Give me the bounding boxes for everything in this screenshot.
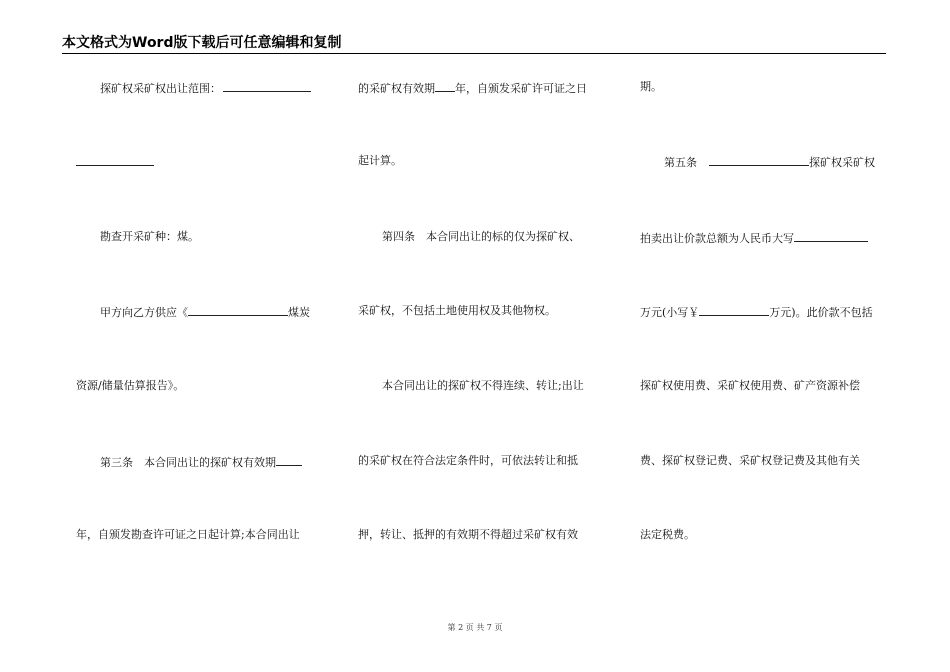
col1-line-6-text: 第三条 本合同出让的探矿权有效期 [100,456,276,469]
col2-line-3: 第四条 本合同出让的标的仅为探矿权、 [382,230,580,243]
col3-line-4 [640,304,873,320]
fill-blank [276,454,302,466]
col1-line-6 [100,454,302,470]
fill-blank [188,304,288,316]
col3-line-3 [640,230,868,246]
col1-line-3: 勘查开采矿种：煤。 [100,230,199,243]
header-divider [62,53,886,54]
col3-line-7: 法定税费。 [640,528,695,541]
page-number-footer: 第 2 页 共 7 页 [447,623,503,632]
col2-line-2: 起计算。 [358,154,402,167]
col3-line-4-text-a: 万元(小写￥ [640,306,700,319]
col3-line-2-text-a: 第五条 [664,156,697,169]
col2-line-4: 采矿权，不包括土地使用权及其他物权。 [358,304,556,317]
col2-line-5: 本合同出让的探矿权不得连续、转让;出让 [382,379,584,392]
col2-line-1 [358,80,587,96]
fill-blank [699,304,769,316]
fill-blank [709,154,809,166]
col3-line-6: 费、探矿权登记费、采矿权登记费及其他有关 [640,454,860,467]
col2-line-1-text-a: 的采矿权有效期 [358,82,435,95]
col3-line-4-text-b: 万元)。此价款不包括 [769,306,873,319]
col3-line-2-text-b: 探矿权采矿权 [809,156,875,169]
document-header-title: 本文格式为Word版下载后可任意编辑和复制 [62,35,342,51]
col2-line-1-text-b: 年，自颁发采矿许可证之日 [455,82,587,95]
col3-line-3-text: 拍卖出让价款总额为人民币大写 [640,232,794,245]
col1-line-7: 年，自颁发勘查许可证之日起计算;本合同出让 [76,528,300,541]
fill-blank [435,80,455,92]
col3-line-1: 期。 [640,80,662,93]
col2-line-7: 押，转让、抵押的有效期不得超过采矿权有效 [358,528,578,541]
col1-line-4 [100,304,310,320]
col3-line-5: 探矿权使用费、采矿权使用费、矿产资源补偿 [640,379,860,392]
col1-line-2 [76,154,154,170]
fill-blank [76,154,154,166]
col1-line-1 [100,80,311,96]
col1-line-5: 资源/储量估算报告》。 [76,379,185,392]
fill-blank [794,230,868,242]
col2-line-6: 的采矿权在符合法定条件时，可依法转让和抵 [358,454,578,467]
col1-line-4-text-b: 煤炭 [288,306,310,319]
col1-line-4-text-a: 甲方向乙方供应《 [100,306,188,319]
fill-blank [223,80,311,92]
col3-line-2 [664,154,875,170]
col1-line-1-text: 探矿权采矿权出让范围： [100,82,221,95]
